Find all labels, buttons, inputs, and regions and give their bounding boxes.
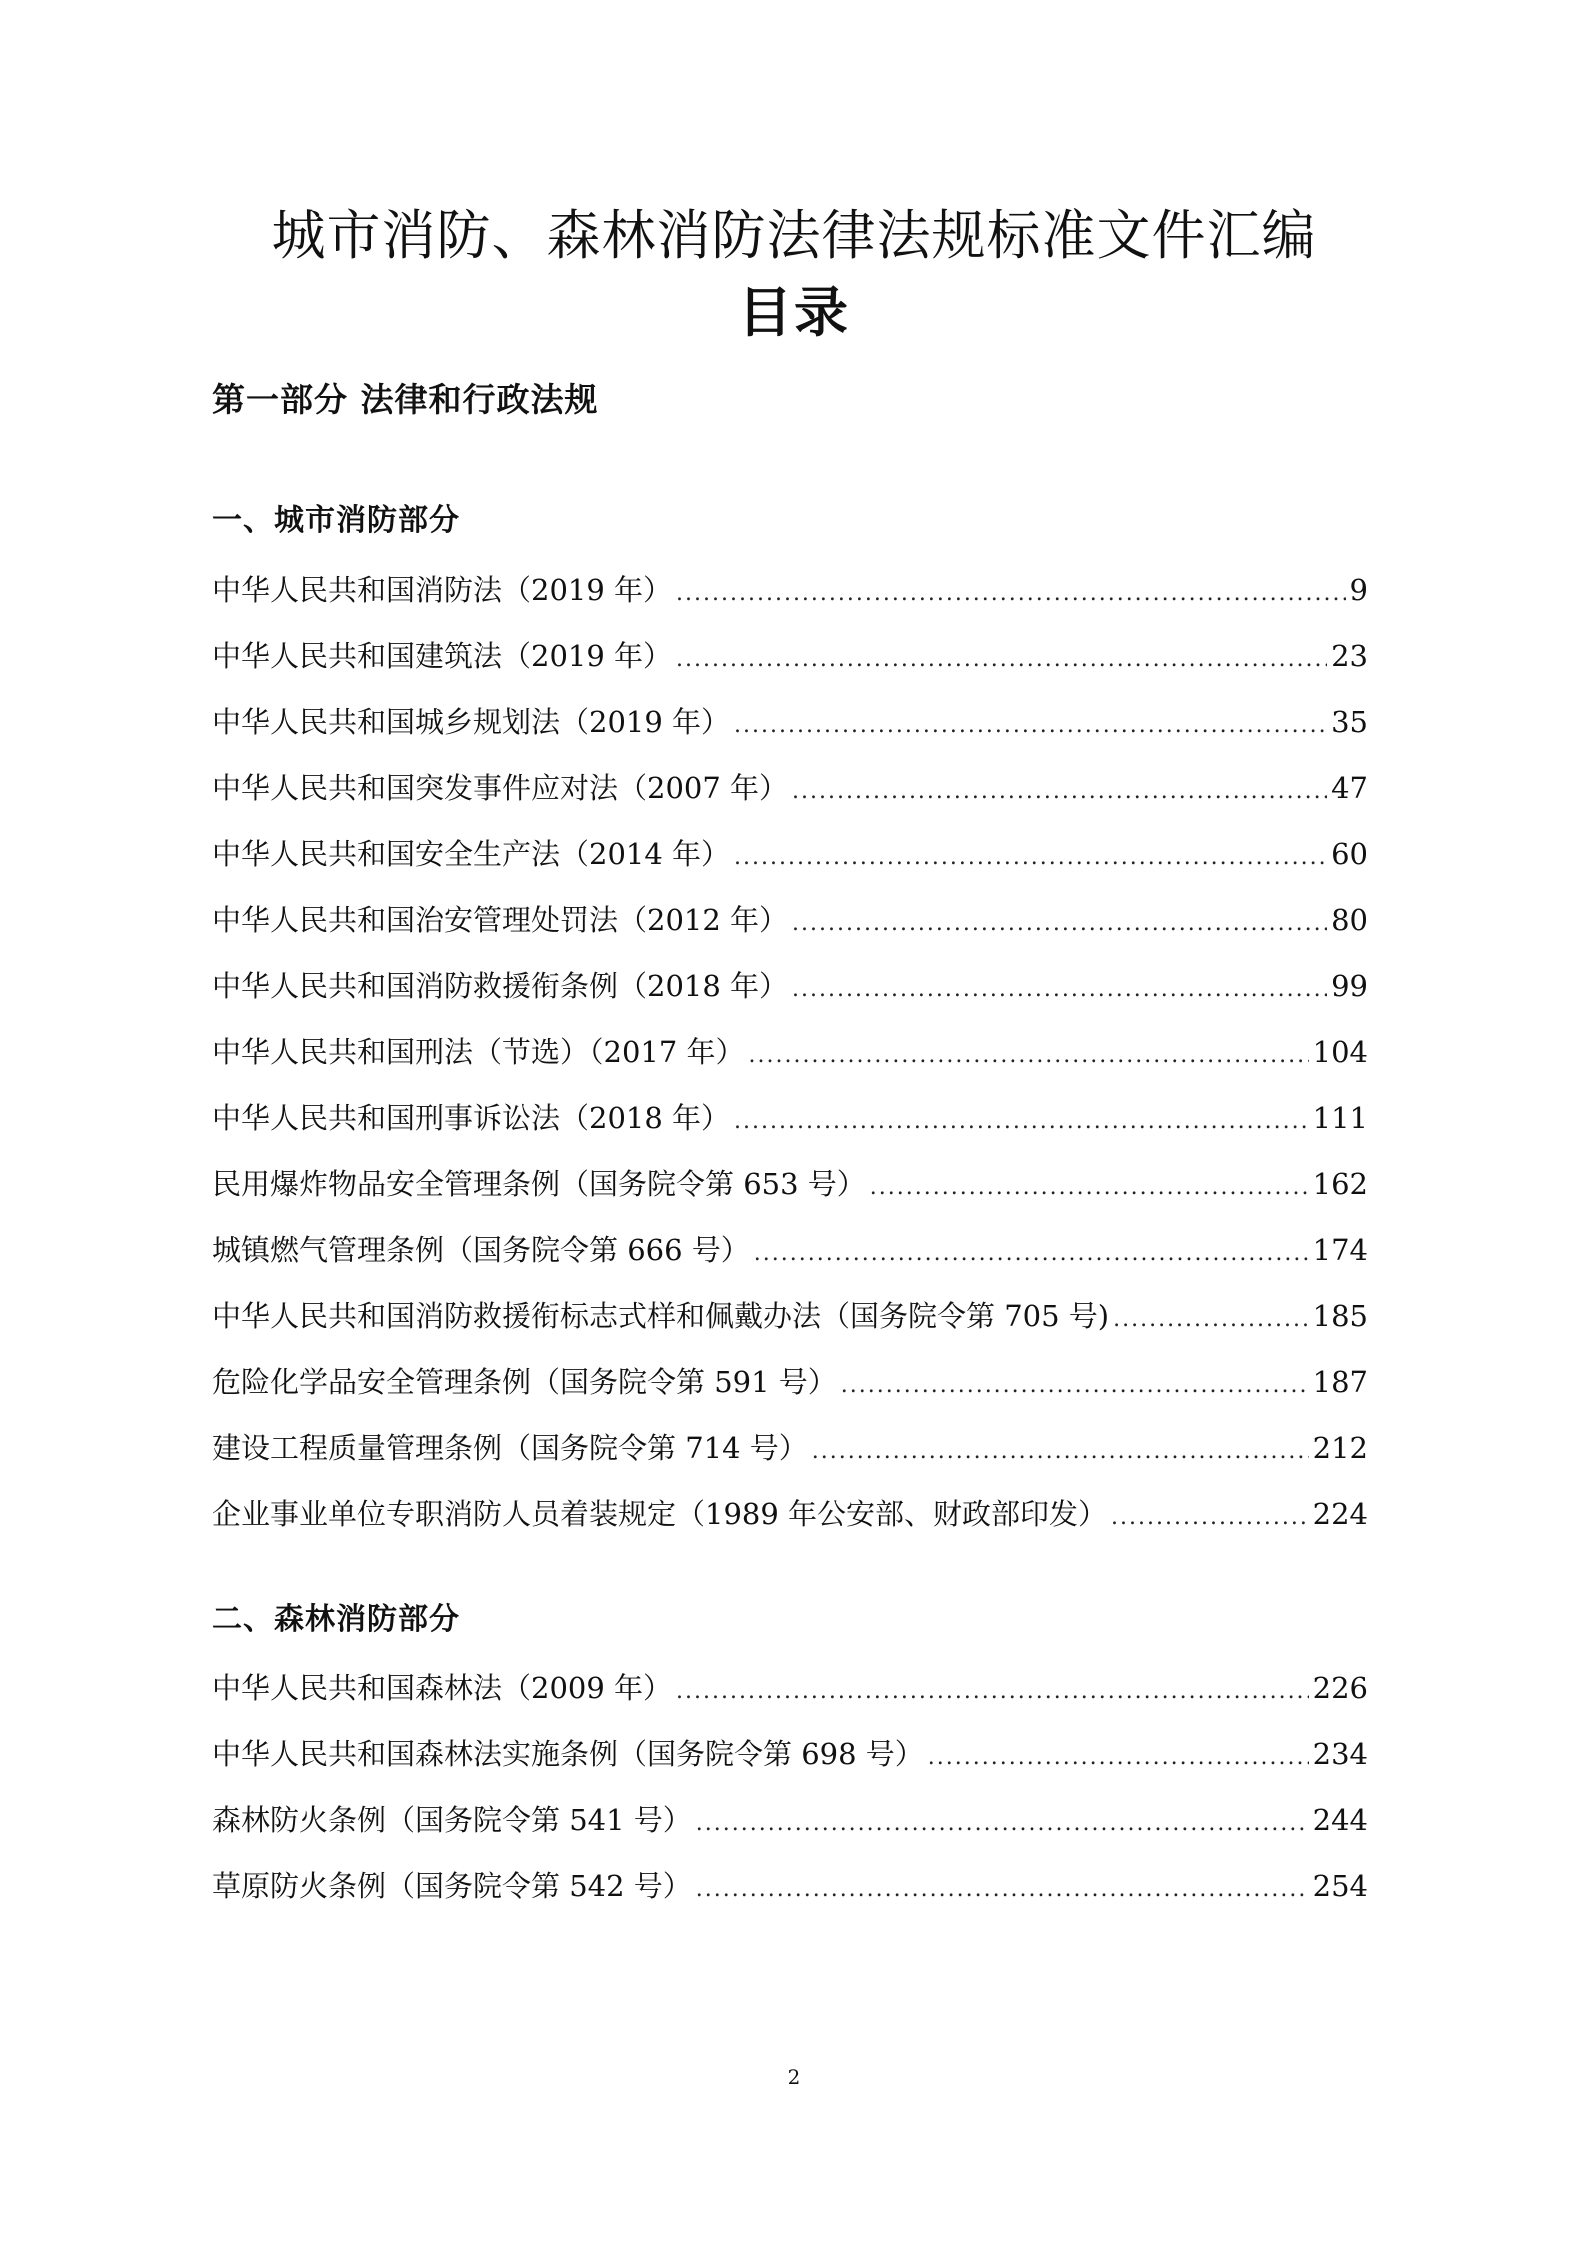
toc-entry-title: 中华人民共和国城乡规划法（2019 年） — [212, 705, 731, 739]
toc-leader — [676, 635, 1327, 685]
document-title: 城市消防、森林消防法律法规标准文件汇编 — [271, 204, 1317, 267]
toc-leader — [1111, 1493, 1309, 1543]
toc-leader — [696, 1865, 1309, 1915]
toc-entry[interactable] — [212, 1093, 1368, 1159]
toc-entry[interactable] — [212, 1291, 1368, 1357]
toc-leader — [754, 1229, 1309, 1279]
page-number: 2 — [787, 2065, 801, 2089]
toc-leader — [676, 1667, 1309, 1717]
section-heading-forest: 二、森林消防部分 — [212, 1602, 460, 1637]
toc-entry[interactable] — [212, 1663, 1368, 1729]
toc-entry-title: 中华人民共和国消防救援衔条例（2018 年） — [212, 969, 789, 1003]
toc-entry[interactable] — [212, 1027, 1368, 1093]
toc-entry-title: 草原防火条例（国务院令第 542 号） — [212, 1869, 692, 1903]
toc-entry[interactable] — [212, 565, 1368, 631]
toc-entry-page: 35 — [1331, 705, 1368, 739]
toc-entry-title: 中华人民共和国安全生产法（2014 年） — [212, 837, 731, 871]
toc-leader — [870, 1163, 1309, 1213]
toc-entry[interactable] — [212, 1489, 1368, 1555]
toc-entry-title: 中华人民共和国消防救援衔标志式样和佩戴办法（国务院令第 705 号) — [212, 1299, 1110, 1333]
toc-entry-title: 危险化学品安全管理条例（国务院令第 591 号） — [212, 1365, 837, 1399]
toc-entry-title: 城镇燃气管理条例（国务院令第 666 号） — [212, 1233, 750, 1267]
toc-entry-title: 中华人民共和国治安管理处罚法（2012 年） — [212, 903, 789, 937]
section-heading-urban: 一、城市消防部分 — [212, 503, 460, 538]
toc-entry[interactable] — [212, 631, 1368, 697]
toc-entry[interactable] — [212, 895, 1368, 961]
toc-entry[interactable] — [212, 697, 1368, 763]
part-title: 第一部分 法律和行政法规 — [212, 380, 599, 419]
toc-entry-title: 森林防火条例（国务院令第 541 号） — [212, 1803, 692, 1837]
toc-entry[interactable] — [212, 961, 1368, 1027]
toc-leader — [792, 899, 1327, 949]
toc-entry[interactable] — [212, 1225, 1368, 1291]
toc-leader — [841, 1361, 1309, 1411]
toc-leader — [792, 767, 1327, 817]
toc-entry-title: 中华人民共和国刑法（节选）（2017 年） — [212, 1035, 745, 1069]
toc-entry-title: 中华人民共和国刑事诉讼法（2018 年） — [212, 1101, 731, 1135]
toc-entry-page: 254 — [1312, 1869, 1368, 1903]
toc-entry-page: 224 — [1312, 1497, 1368, 1531]
document-subtitle: 目录 — [738, 280, 850, 344]
toc-entry[interactable] — [212, 1795, 1368, 1861]
toc-entry[interactable] — [212, 1861, 1368, 1927]
toc-leader — [734, 833, 1327, 883]
toc-entry[interactable] — [212, 1423, 1368, 1489]
toc-leader — [1113, 1295, 1309, 1345]
toc-entry-page: 104 — [1312, 1035, 1368, 1069]
toc-entry-title: 企业事业单位专职消防人员着装规定（1989 年公安部、财政部印发） — [212, 1497, 1108, 1531]
toc-leader — [792, 965, 1327, 1015]
toc-entry-page: 174 — [1312, 1233, 1368, 1267]
toc-leader — [749, 1031, 1309, 1081]
toc-entry-title: 建设工程质量管理条例（国务院令第 714 号） — [212, 1431, 808, 1465]
toc-entry-title: 中华人民共和国森林法（2009 年） — [212, 1671, 673, 1705]
toc-leader — [676, 569, 1346, 619]
toc-entry-page: 60 — [1331, 837, 1368, 871]
toc-entry-title: 中华人民共和国消防法（2019 年） — [212, 573, 673, 607]
toc-list-forest — [212, 1663, 1368, 1927]
toc-entry-page: 226 — [1312, 1671, 1368, 1705]
toc-leader — [734, 1097, 1309, 1147]
toc-entry-title: 中华人民共和国建筑法（2019 年） — [212, 639, 673, 673]
toc-leader — [812, 1427, 1309, 1477]
toc-entry-page: 47 — [1331, 771, 1368, 805]
toc-entry-page: 111 — [1312, 1101, 1368, 1135]
toc-entry-page: 99 — [1331, 969, 1368, 1003]
toc-list-urban — [212, 565, 1368, 1555]
toc-entry[interactable] — [212, 1357, 1368, 1423]
toc-entry[interactable] — [212, 829, 1368, 895]
toc-entry-page: 187 — [1312, 1365, 1368, 1399]
toc-entry-page: 212 — [1312, 1431, 1368, 1465]
toc-leader — [734, 701, 1327, 751]
toc-leader — [928, 1733, 1309, 1783]
title-block — [200, 198, 1388, 350]
toc-entry[interactable] — [212, 763, 1368, 829]
toc-entry-page: 80 — [1331, 903, 1368, 937]
toc-entry-page: 9 — [1349, 573, 1368, 607]
toc-entry[interactable] — [212, 1159, 1368, 1225]
toc-leader — [696, 1799, 1309, 1849]
toc-entry-page: 244 — [1312, 1803, 1368, 1837]
toc-entry-page: 234 — [1312, 1737, 1368, 1771]
toc-entry-page: 185 — [1312, 1299, 1368, 1333]
toc-entry-page: 23 — [1331, 639, 1368, 673]
toc-entry[interactable] — [212, 1729, 1368, 1795]
toc-entry-title: 中华人民共和国森林法实施条例（国务院令第 698 号） — [212, 1737, 924, 1771]
toc-entry-title: 民用爆炸物品安全管理条例（国务院令第 653 号） — [212, 1167, 866, 1201]
toc-entry-title: 中华人民共和国突发事件应对法（2007 年） — [212, 771, 789, 805]
toc-entry-page: 162 — [1312, 1167, 1368, 1201]
